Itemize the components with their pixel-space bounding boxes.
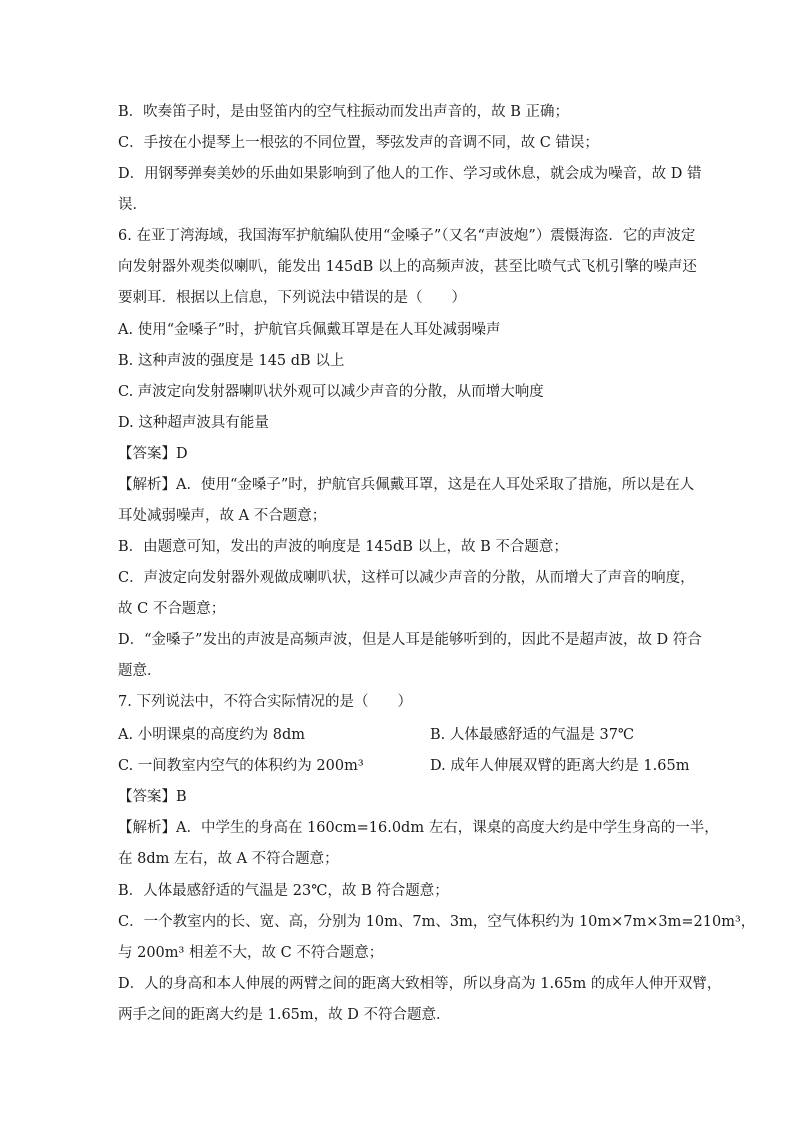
option-d: D. 这种超声波具有能量 — [118, 415, 269, 431]
text-line: 题意． — [118, 663, 162, 679]
text-line: B．吹奏笛子时，是由竖笛内的空气柱振动而发出声音的，故 B 正确； — [118, 104, 570, 120]
text-line: D．用钢琴弹奏美妙的乐曲如果影响到了他人的工作、学习或休息，就会成为噪音，故 D 错 — [118, 166, 702, 182]
text-line: D．人的身高和本人伸展的两臂之间的距离大致相等，所以身高为 1.65m 的成年人伸开双臂， — [118, 976, 722, 992]
text-line: B．人体最感舒适的气温是 23℃，故 B 符合题意； — [118, 883, 449, 899]
text-line: 在 8dm 左右，故 A 不符合题意； — [118, 851, 339, 867]
option-b: B. 这种声波的强度是 145 dB 以上 — [118, 353, 345, 369]
text-line: C．声波定向发射器外观做成喇叭状，这样可以减少声音的分散，从而增大了声音的响度， — [118, 570, 695, 586]
option-d: D. 成年人伸展双臂的距离大约是 1.65m — [430, 758, 690, 774]
option-c: C. 一间教室内空气的体积约为 200m³ — [118, 758, 364, 774]
text-line: 耳处减弱噪声，故 A 不合题意； — [118, 508, 327, 524]
text-line: 要刺耳．根据以上信息，下列说法中错误的是（ ） — [118, 290, 466, 306]
answer-label: 【答案】D — [118, 446, 188, 462]
question-7-stem: 7. 下列说法中，不符合实际情况的是（ ） — [118, 694, 412, 710]
answer-label: 【答案】B — [118, 789, 187, 805]
option-a: A. 使用“金嗓子”时，护航官兵佩戴耳罩是在人耳处减弱噪声 — [118, 322, 501, 338]
text-line: 与 200m³ 相差不大，故 C 不符合题意； — [118, 945, 384, 961]
text-line: C．一个教室内的长、宽、高，分别为 10m、7m、3m，空气体积约为 10m×7m×3m=210m³， — [118, 914, 756, 930]
text-line: 故 C 不合题意； — [118, 601, 226, 617]
analysis-text: 【解析】A．中学生的身高在 160cm=16.0dm 左右，课桌的高度大约是中学生身高的一半， — [118, 820, 719, 836]
text-line: C．手按在小提琴上一根弦的不同位置，琴弦发声的音调不同，故 C 错误； — [118, 135, 599, 151]
text-line: 向发射器外观类似喇叭，能发出 145dB 以上的高频声波，甚至比喷气式飞机引擎的噪声还 — [118, 259, 697, 275]
text-line: B．由题意可知，发出的声波的响度是 145dB 以上，故 B 不合题意； — [118, 539, 568, 555]
option-c: C. 声波定向发射器喇叭状外观可以减少声音的分散，从而增大响度 — [118, 384, 544, 400]
option-b: B. 人体最感舒适的气温是 37℃ — [430, 727, 635, 743]
text-line: 误． — [118, 197, 147, 213]
text-line: D．“金嗓子”发出的声波是高频声波，但是人耳是能够听到的，因此不是超声波，故 D 符合 — [118, 632, 702, 648]
option-a: A. 小明课桌的高度约为 8dm — [118, 727, 306, 743]
question-6-stem: 6. 在亚丁湾海域，我国海军护航编队使用“金嗓子”（又名“声波炮”）震慑海盗．它的声波定 — [118, 228, 696, 244]
analysis-text: 【解析】A．使用“金嗓子”时，护航官兵佩戴耳罩，这是在人耳处采取了措施，所以是在人 — [118, 477, 695, 493]
text-line: 两手之间的距离大约是 1.65m，故 D 不符合题意． — [118, 1007, 451, 1023]
